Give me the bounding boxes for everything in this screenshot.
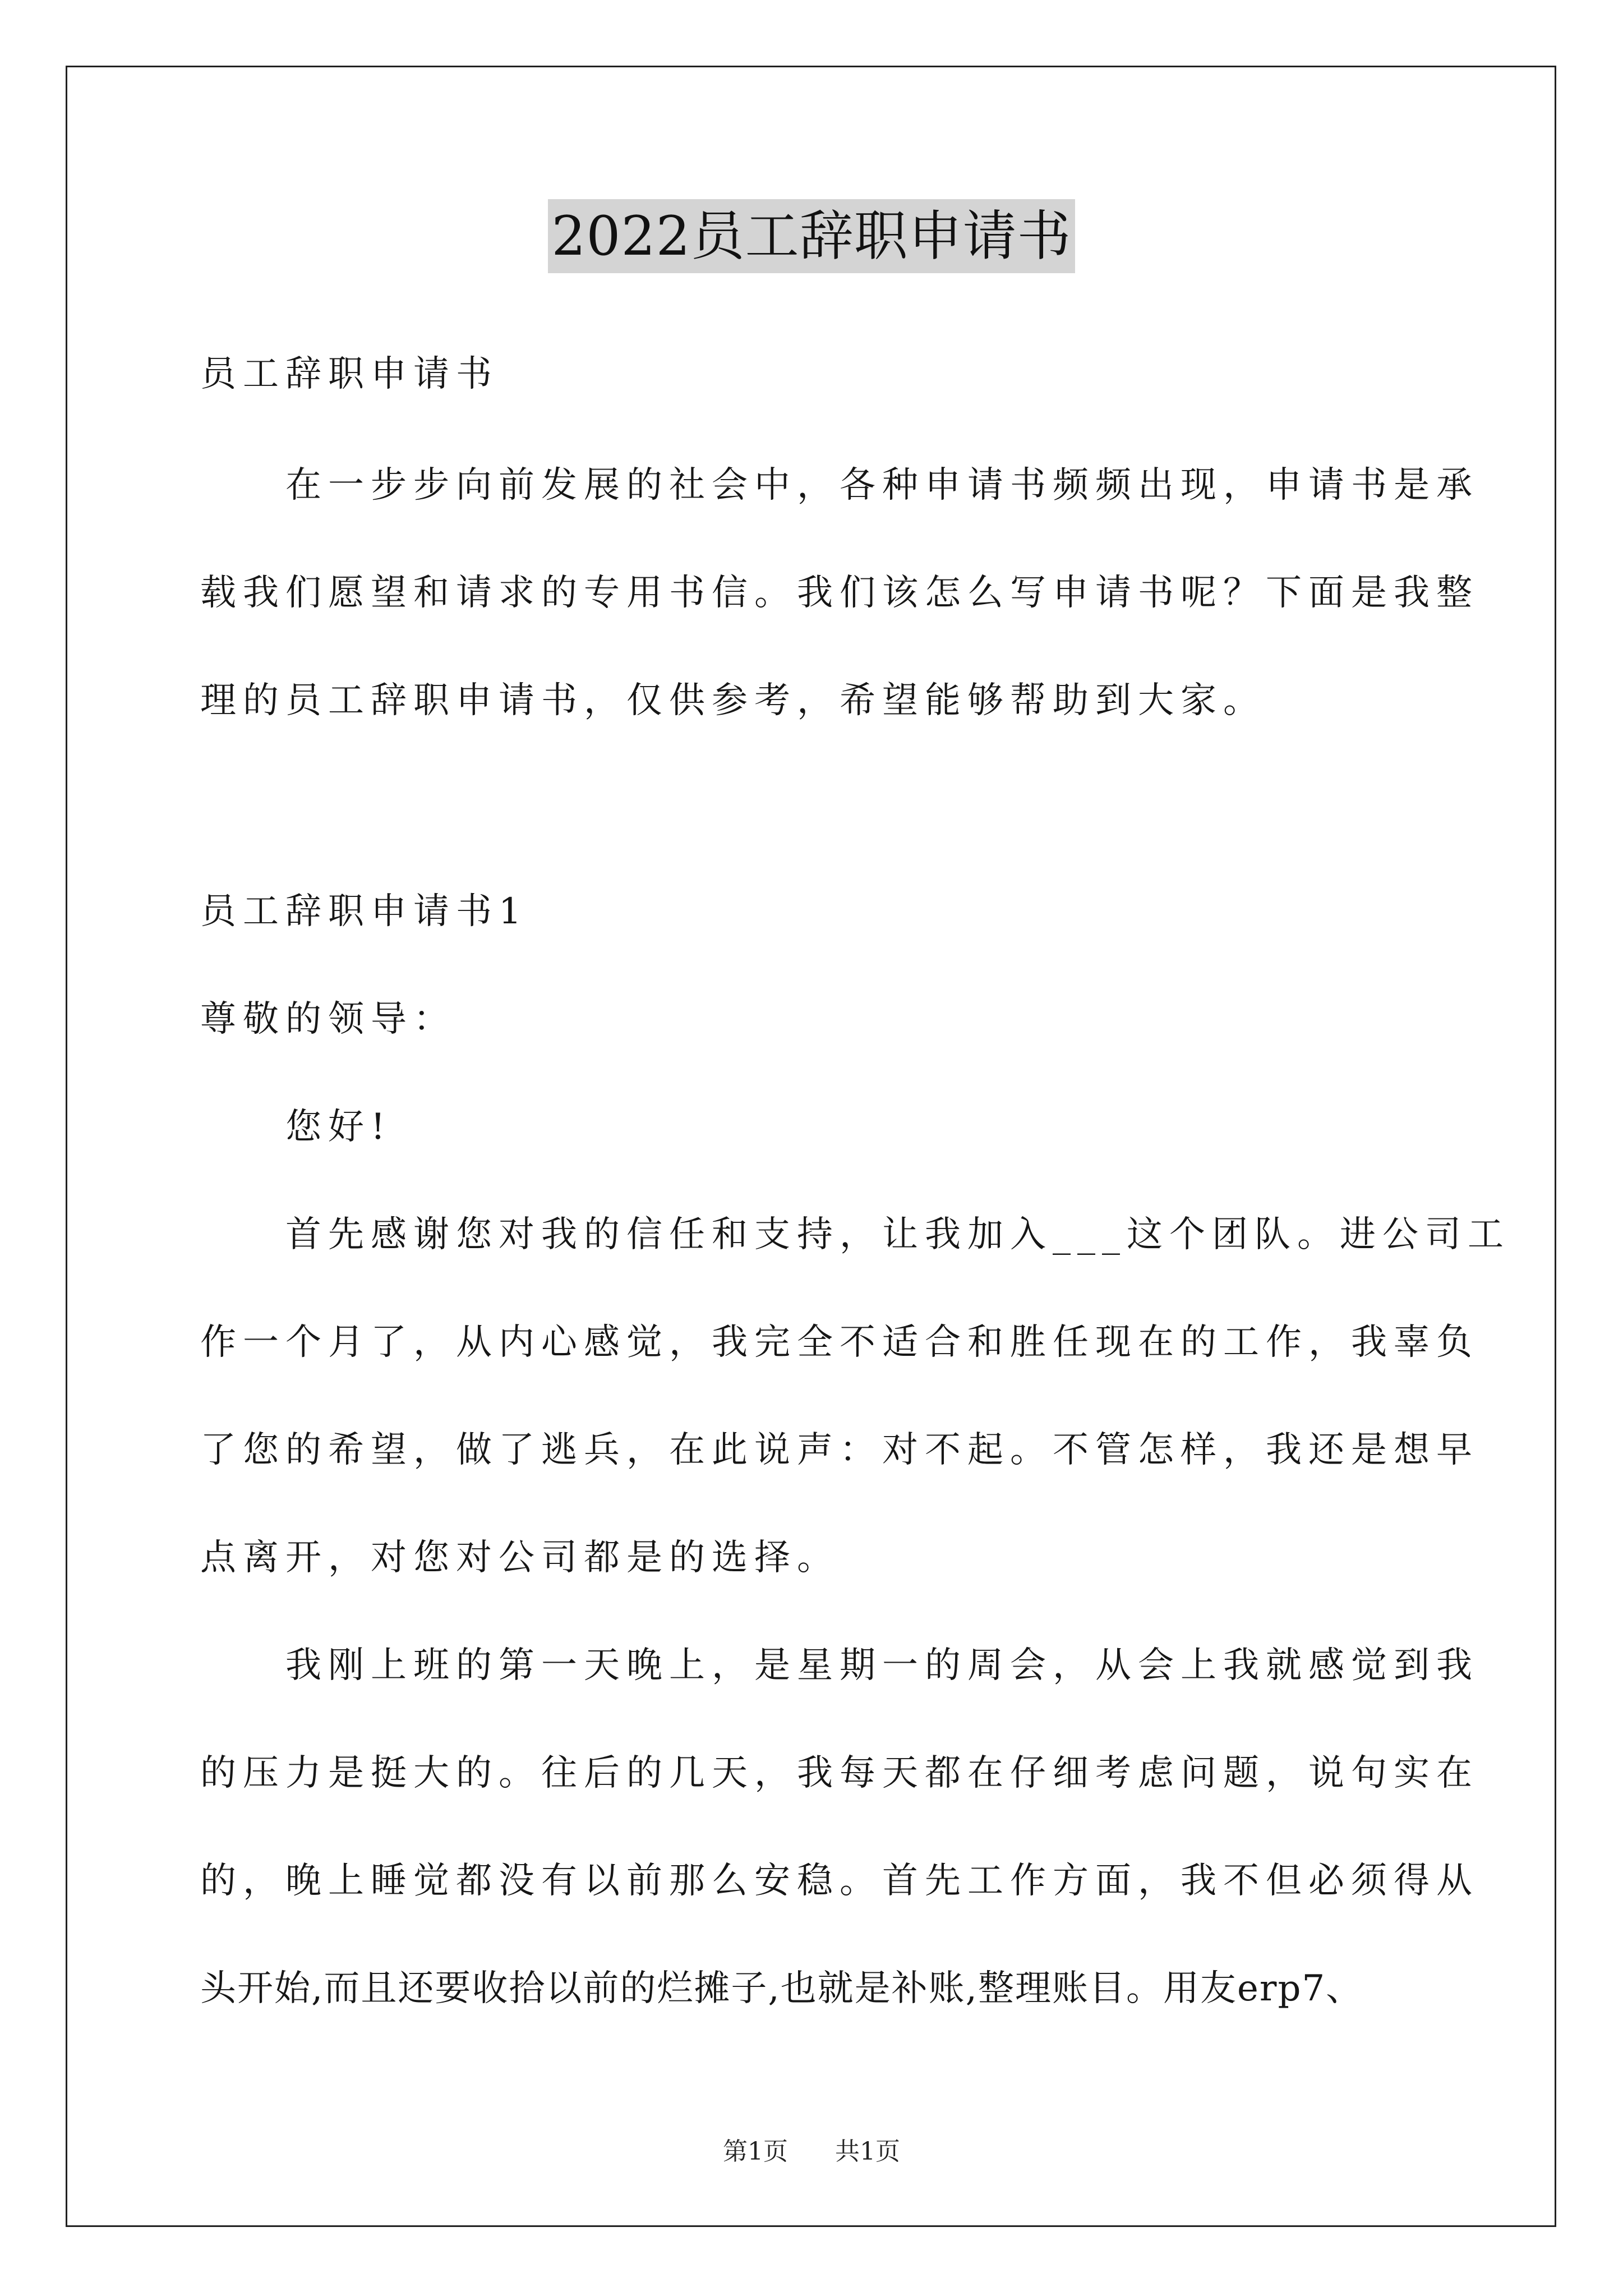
- greeting: 您好!: [200, 1106, 392, 1148]
- paragraph-line: 点离开，对您对公司都是的选择。: [200, 1537, 840, 1579]
- paragraph-line: 了您的希望，做了逃兵，在此说声：对不起。不管怎样，我还是想早: [200, 1429, 1479, 1471]
- section-heading: 员工辞职申请书1: [200, 891, 528, 932]
- page-number: 第1页: [723, 2137, 788, 2166]
- title-container: [0, 199, 1623, 273]
- page-total: 共1页: [835, 2137, 900, 2166]
- salutation: 尊敬的领导：: [200, 999, 456, 1040]
- page-footer: [0, 2135, 1623, 2169]
- paragraph-line: 载我们愿望和请求的专用书信。我们该怎么写申请书呢？下面是我整: [200, 572, 1479, 614]
- paragraph-line: 的，晚上睡觉都没有以前那么安稳。首先工作方面，我不但必须得从: [200, 1860, 1479, 1902]
- document-title: 2022员工辞职申请书: [548, 199, 1075, 273]
- paragraph-line: 首先感谢您对我的信任和支持，让我加入___这个团队。进公司工: [200, 1214, 1510, 1255]
- paragraph-line: 我刚上班的第一天晚上，是星期一的周会，从会上我就感觉到我: [200, 1645, 1479, 1686]
- paragraph-line: 头开始,而且还要收拾以前的烂摊子,也就是补账,整理账目。用友erp7、: [200, 1968, 1363, 2009]
- section-heading: 员工辞职申请书: [200, 353, 499, 395]
- paragraph-line: 在一步步向前发展的社会中，各种申请书频频出现，申请书是承: [200, 464, 1479, 506]
- paragraph-line: 作一个月了，从内心感觉，我完全不适合和胜任现在的工作，我辜负: [200, 1322, 1479, 1363]
- paragraph-line: 理的员工辞职申请书，仅供参考，希望能够帮助到大家。: [200, 680, 1266, 721]
- paragraph-line: 的压力是挺大的。往后的几天，我每天都在仔细考虑问题，说句实在: [200, 1752, 1479, 1794]
